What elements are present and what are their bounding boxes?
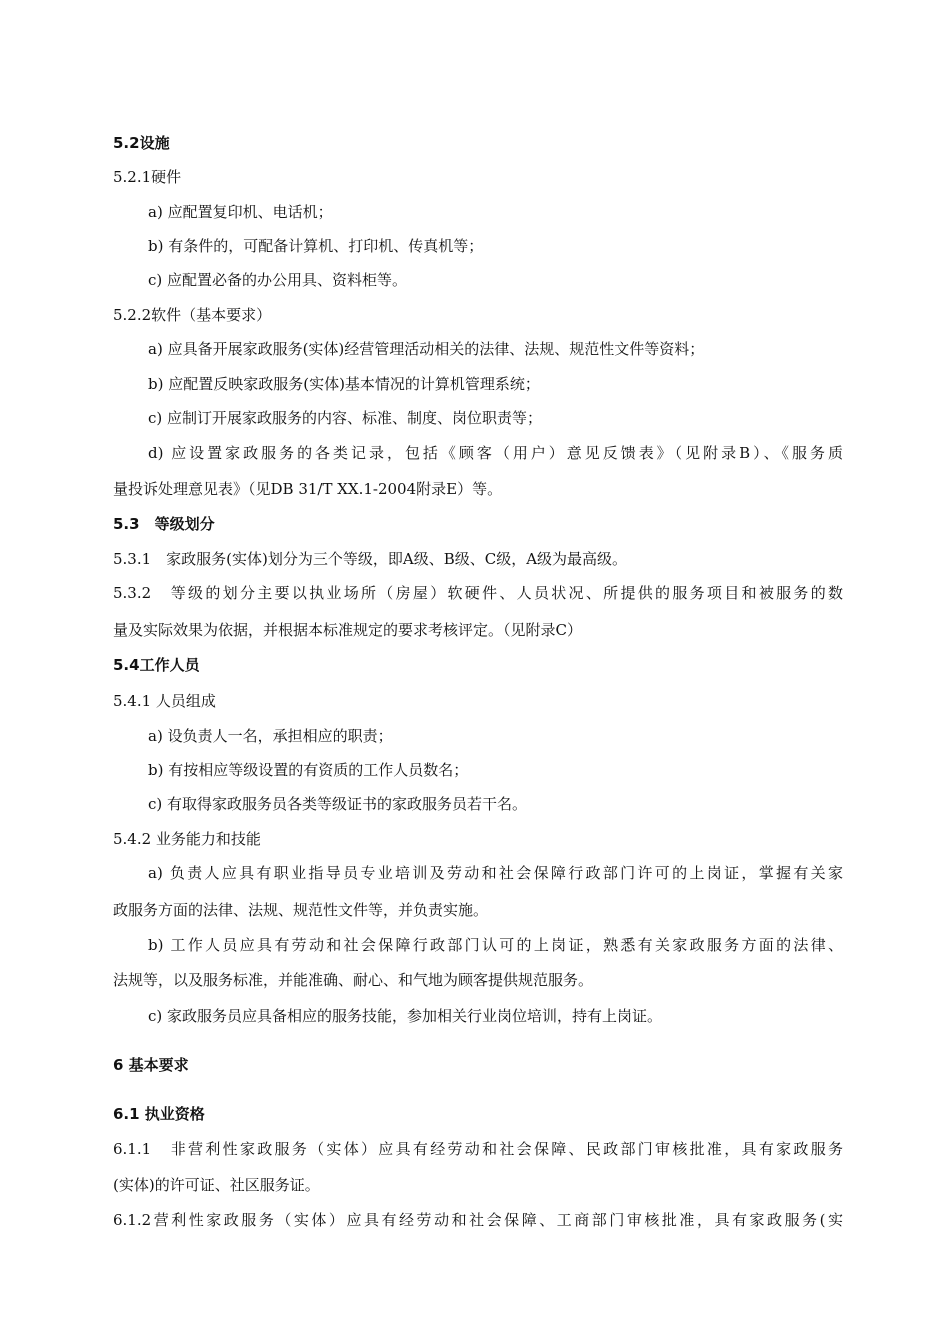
list-item: b) 有按相应等级设置的有资质的工作人员数名； <box>148 761 469 779</box>
list-item: a) 应配置复印机、电话机； <box>148 203 333 221</box>
list-item: a) 应具备开展家政服务(实体)经营管理活动相关的法律、法规、规范性文件等资料； <box>148 340 705 358</box>
section-heading-5-4: 5.4工作人员 <box>113 656 200 674</box>
paragraph: 5.3.2 等级的划分主要以执业场所（房屋）软硬件、人员状况、所提供的服务项目和被服务的数 <box>113 584 843 602</box>
subsection-heading-5-4-1: 5.4.1 人员组成 <box>113 692 216 710</box>
paragraph-continuation: 法规等，以及服务标准，并能准确、耐心、和气地为顾客提供规范服务。 <box>113 971 594 989</box>
paragraph-continuation: 量及实际效果为依据，并根据本标准规定的要求考核评定。（见附录C） <box>113 621 582 639</box>
section-heading-6: 6 基本要求 <box>113 1056 189 1074</box>
paragraph: 5.3.1 家政服务(实体)划分为三个等级，即A级、B级、C级，A级为最高级。 <box>113 550 628 568</box>
subsection-heading-5-4-2: 5.4.2 业务能力和技能 <box>113 830 261 848</box>
list-item: a) 负责人应具有职业指导员专业培训及劳动和社会保障行政部门许可的上岗证，掌握有关家 <box>148 864 843 882</box>
paragraph-continuation: 量投诉处理意见表》（见DB 31/T XX.1-2004附录E）等。 <box>113 480 503 498</box>
paragraph: 6.1.2营利性家政服务（实体）应具有经劳动和社会保障、工商部门审核批准，具有家政服务(实 <box>113 1211 843 1229</box>
list-item: c) 有取得家政服务员各类等级证书的家政服务员若干名。 <box>148 795 528 813</box>
list-item: d) 应设置家政服务的各类记录，包括《顾客（用户）意见反馈表》（见附录B）、《服务质 <box>148 444 843 462</box>
section-heading-6-1: 6.1 执业资格 <box>113 1105 205 1123</box>
list-item: a) 设负责人一名，承担相应的职责； <box>148 727 393 745</box>
paragraph: 6.1.1 非营利性家政服务（实体）应具有经劳动和社会保障、民政部门审核批准，具有家政服务 <box>113 1140 843 1158</box>
section-heading-5-3: 5.3 等级划分 <box>113 515 215 533</box>
list-item: c) 应配置必备的办公用具、资料柜等。 <box>148 271 408 289</box>
paragraph-continuation: (实体)的许可证、社区服务证。 <box>113 1176 320 1194</box>
list-item: c) 应制订开展家政服务的内容、标准、制度、岗位职责等； <box>148 409 543 427</box>
section-heading-5-2: 5.2设施 <box>113 134 170 152</box>
list-item: c) 家政服务员应具备相应的服务技能，参加相关行业岗位培训，持有上岗证。 <box>148 1007 663 1025</box>
list-item: b) 应配置反映家政服务(实体)基本情况的计算机管理系统； <box>148 375 540 393</box>
list-item: b) 工作人员应具有劳动和社会保障行政部门认可的上岗证，熟悉有关家政服务方面的法律、 <box>148 936 843 954</box>
subsection-heading-5-2-1: 5.2.1硬件 <box>113 168 182 186</box>
paragraph-continuation: 政服务方面的法律、法规、规范性文件等，并负责实施。 <box>113 901 489 919</box>
list-item: b) 有条件的，可配备计算机、打印机、传真机等； <box>148 237 484 255</box>
subsection-heading-5-2-2: 5.2.2软件（基本要求） <box>113 306 272 324</box>
